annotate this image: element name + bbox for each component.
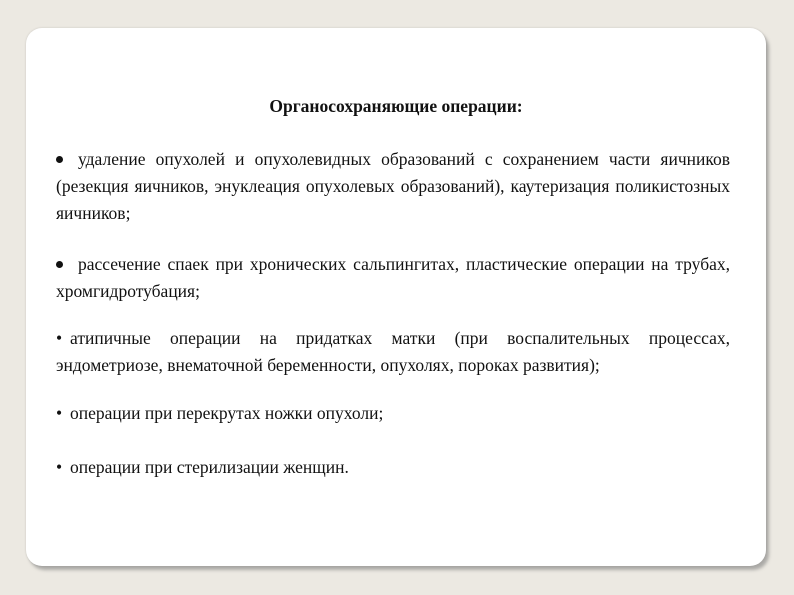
bullet-icon (56, 251, 78, 278)
list-item-text: операции при перекрутах ножки опухоли; (70, 403, 384, 423)
list-item (56, 454, 730, 481)
list-item (56, 146, 730, 227)
list-item-text: атипичные операции на придатках матки (при воспалительных процессах, эндометриозе, внематочной беременности, опухолях, пороках развития); (56, 328, 730, 375)
bullet-list (56, 146, 730, 481)
list-item (56, 251, 730, 305)
bullet-icon: • (56, 328, 63, 348)
list-item-text: операции при стерилизации женщин. (70, 457, 349, 477)
slide-title: Органосохраняющие операции: (269, 96, 523, 116)
list-item (56, 325, 730, 379)
bullet-icon (56, 146, 78, 173)
list-item-text: рассечение спаек при хронических сальпингитах, пластические операции на трубах, хромгидротубация; (56, 254, 730, 301)
list-item (56, 400, 730, 427)
bullet-icon: • (56, 457, 63, 477)
slide-card (26, 28, 766, 566)
bullet-icon: • (56, 403, 63, 423)
list-item-text: удаление опухолей и опухолевидных образований с сохранением части яичников (резекция яичников, энуклеация опухолевых образований), каутеризация поликистозных яичников; (56, 149, 730, 223)
